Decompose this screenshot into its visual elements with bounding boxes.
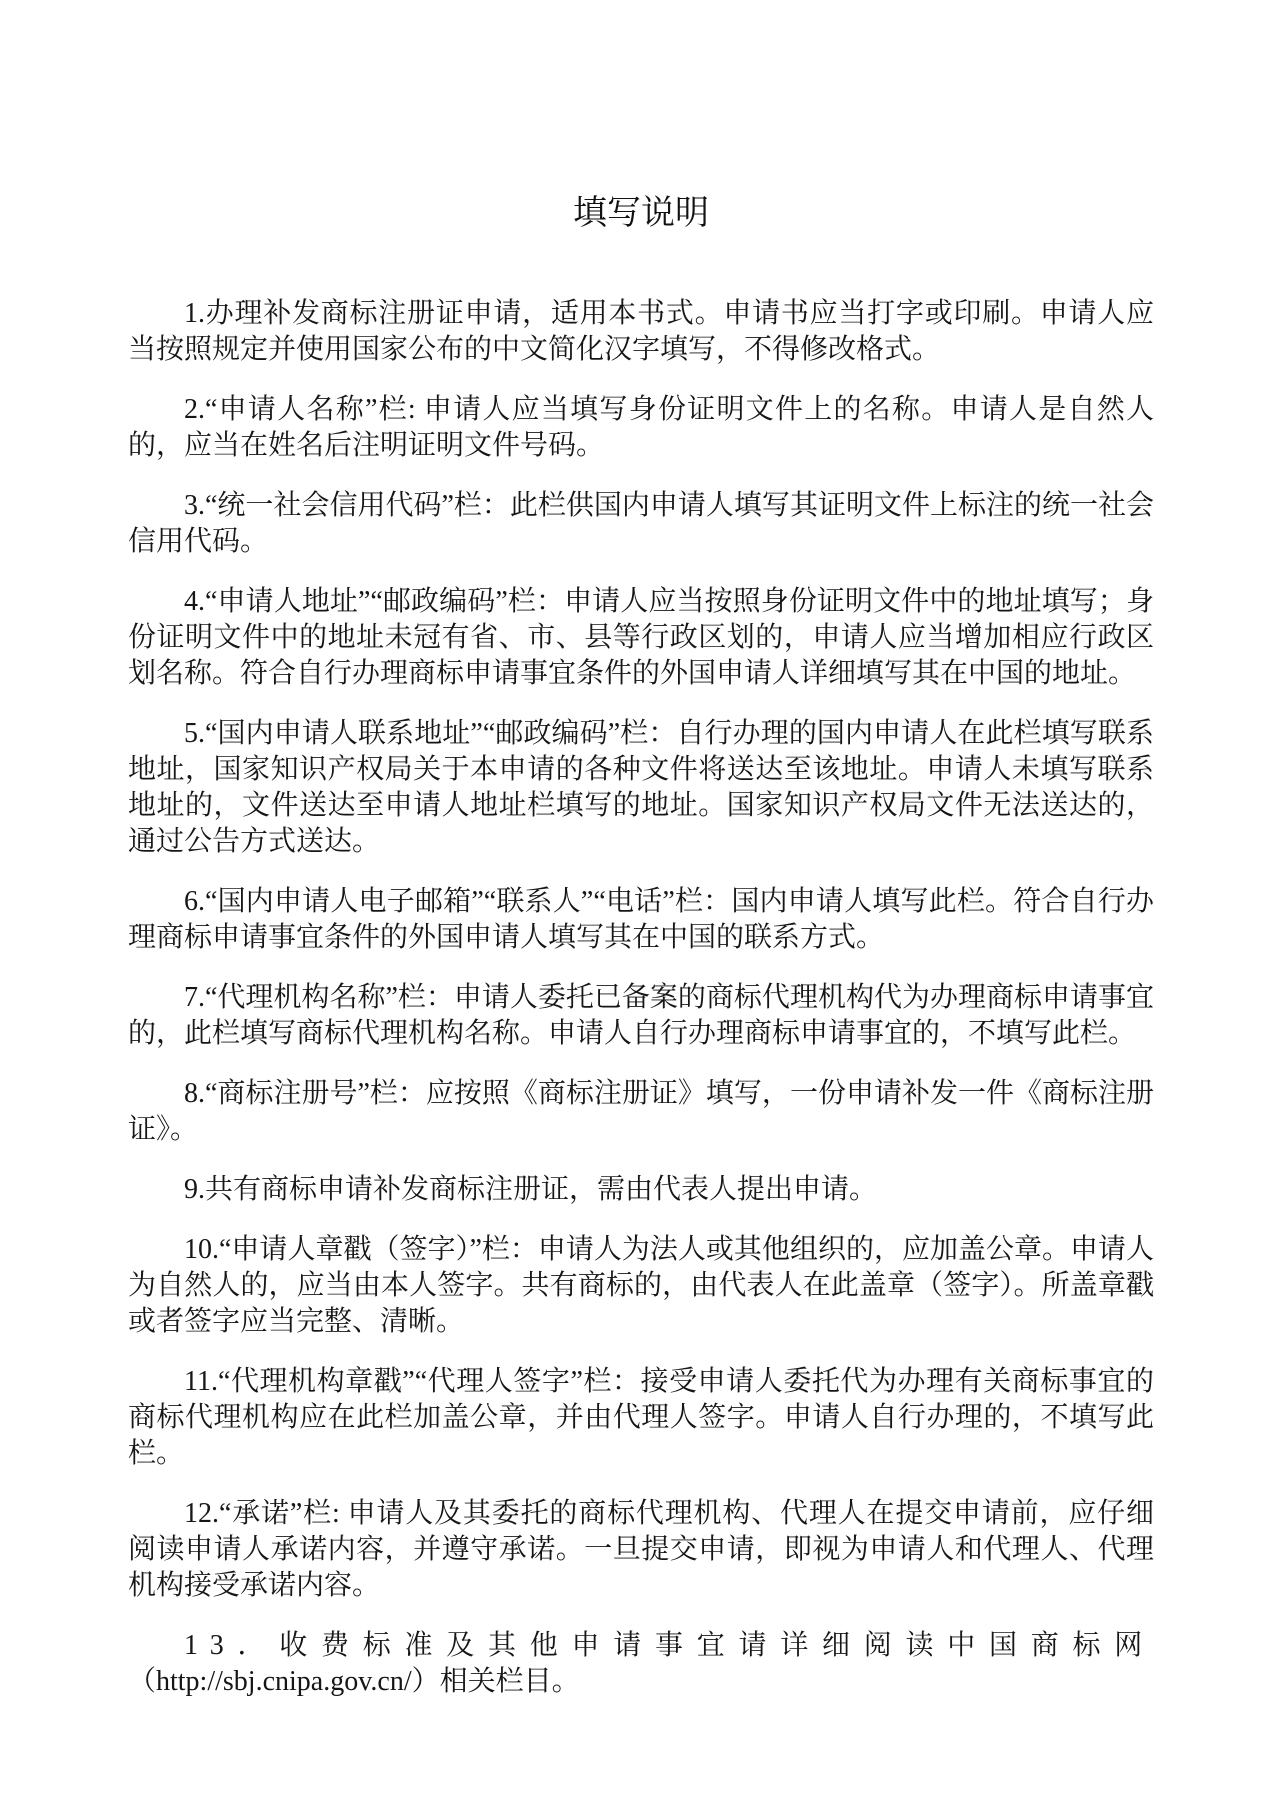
- instruction-paragraph-8: 8.“商标注册号”栏：应按照《商标注册证》填写，一份申请补发一件《商标注册证》。: [128, 1078, 1154, 1145]
- page-title: 填写说明: [573, 195, 709, 232]
- instruction-paragraph-12: 12.“承诺”栏: 申请人及其委托的商标代理机构、代理人在提交申请前，应仔细阅读申请人承诺内容，并遵守承诺。一旦提交申请，即视为申请人和代理人、代理机构接受承诺内容。: [128, 1498, 1154, 1601]
- instruction-paragraph-11: 11.“代理机构章戳”“代理人签字”栏：接受申请人委托代为办理有关商标事宜的商标代理机构应在此栏加盖公章，并由代理人签字。申请人自行办理的，不填写此栏。: [128, 1366, 1154, 1469]
- instruction-paragraph-5: 5.“国内申请人联系地址”“邮政编码”栏：自行办理的国内申请人在此栏填写联系地址，国家知识产权局关于本申请的各种文件将送达至该地址。申请人未填写联系地址的，文件送达至申请人地址栏填写的地址。国家知识产权局文件无法送达的，通过公告方式送达。: [128, 718, 1154, 857]
- instruction-paragraph-3: 3.“统一社会信用代码”栏：此栏供国内申请人填写其证明文件上标注的统一社会信用代码。: [128, 490, 1154, 557]
- instructions-list: [128, 296, 1154, 1700]
- instruction-paragraph-1: 1.办理补发商标注册证申请，适用本书式。申请书应当打字或印刷。申请人应当按照规定并使用国家公布的中文简化汉字填写，不得修改格式。: [128, 298, 1154, 365]
- instruction-paragraph-10: 10.“申请人章戳（签字）”栏：申请人为法人或其他组织的，应加盖公章。申请人为自然人的，应当由本人签字。共有商标的，由代表人在此盖章（签字）。所盖章戳或者签字应当完整、清晰。: [128, 1234, 1154, 1337]
- instruction-paragraph-13: [128, 1628, 1154, 1700]
- instruction-paragraph-9: 9.共有商标申请补发商标注册证，需由代表人提出申请。: [184, 1174, 878, 1205]
- fee-standard-line: 13．收费标准及其他申请事宜请详细阅读中国商标网: [184, 1630, 1154, 1661]
- website-url-line: （http://sbj.cnipa.gov.cn/）相关栏目。: [128, 1666, 580, 1697]
- instruction-paragraph-7: 7.“代理机构名称”栏：申请人委托已备案的商标代理机构代为办理商标申请事宜的，此栏填写商标代理机构名称。申请人自行办理商标申请事宜的，不填写此栏。: [128, 982, 1154, 1049]
- instruction-paragraph-2: 2.“申请人名称”栏: 申请人应当填写身份证明文件上的名称。申请人是自然人的，应当在姓名后注明证明文件号码。: [128, 394, 1154, 461]
- instruction-paragraph-4: 4.“申请人地址”“邮政编码”栏：申请人应当按照身份证明文件中的地址填写；身份证明文件中的地址未冠有省、市、县等行政区划的，申请人应当增加相应行政区划名称。符合自行办理商标申请事宜条件的外国申请人详细填写其在中国的地址。: [128, 586, 1154, 689]
- instruction-paragraph-6: 6.“国内申请人电子邮箱”“联系人”“电话”栏：国内申请人填写此栏。符合自行办理商标申请事宜条件的外国申请人填写其在中国的联系方式。: [128, 886, 1154, 953]
